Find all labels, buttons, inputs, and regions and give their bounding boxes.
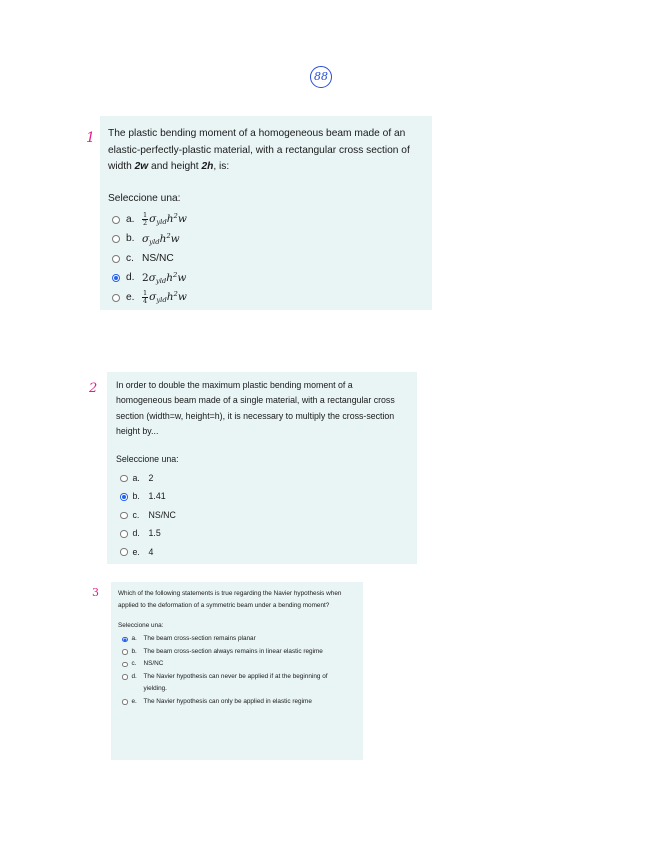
radio-button[interactable] <box>112 294 120 302</box>
radio-button-selected[interactable] <box>112 274 120 282</box>
question-text: Which of the following statements is true regarding the Navier hypothesis when applied to the deformation of a symmetric beam under a bending moment? <box>118 590 342 609</box>
answer-option-b[interactable] <box>108 230 424 250</box>
option-letter: b. <box>131 647 137 655</box>
option-letter: d. <box>131 672 137 680</box>
answer-option-e[interactable] <box>108 288 424 308</box>
option-letter: e. <box>126 291 135 303</box>
option-letter: b. <box>132 491 140 502</box>
option-letter: a. <box>131 635 137 643</box>
answer-option-e[interactable] <box>118 696 356 709</box>
radio-button[interactable] <box>120 548 128 556</box>
question-text: The plastic bending moment of a homogeneous beam made of an elastic-perfectly-plastic material, with a rectangular cross section of width 2w and height 2h, is: <box>108 128 410 172</box>
answer-option-a[interactable] <box>116 469 409 487</box>
option-formula: $\frac{1}{4}$ $\sigma_{yld}h^2w$ <box>143 289 187 305</box>
answer-option-d[interactable] <box>118 671 356 696</box>
option-letter: e. <box>132 546 140 557</box>
radio-button[interactable] <box>112 235 120 243</box>
question-text: In order to double the maximum plastic bending moment of a homogeneous beam made of a single material, with a rectangular cross section (width=w, height=h), it is necessary to multiply the cross-section height by... <box>116 380 395 436</box>
radio-button[interactable] <box>112 255 120 263</box>
question-card-1 <box>100 116 432 310</box>
option-text: NS/NC <box>143 660 164 668</box>
radio-button[interactable] <box>122 662 128 668</box>
select-one-label: Seleccione una: <box>108 192 181 204</box>
option-formula: $\sigma_{yld}h^2w$ <box>142 231 180 247</box>
option-text: 2 <box>148 473 154 484</box>
question-card-2 <box>107 372 417 564</box>
select-one-label: Seleccione una: <box>118 621 164 629</box>
radio-button-selected[interactable] <box>122 637 128 643</box>
answer-option-d[interactable] <box>116 525 409 543</box>
answer-option-a[interactable] <box>108 210 424 230</box>
option-letter: c. <box>132 509 140 520</box>
answer-option-c[interactable] <box>108 249 424 269</box>
question-number-2: 2 <box>89 381 98 396</box>
option-letter: d. <box>132 528 140 539</box>
option-letter: b. <box>126 233 135 244</box>
answer-option-e[interactable] <box>116 543 409 561</box>
option-letter: d. <box>126 272 135 283</box>
option-text: 1.5 <box>148 528 161 539</box>
radio-button[interactable] <box>122 699 128 705</box>
option-letter: a. <box>132 473 140 484</box>
option-letter: c. <box>131 660 137 668</box>
radio-button[interactable] <box>122 649 128 655</box>
option-text: The beam cross-section remains planar <box>143 635 256 643</box>
page-number-mark: 88 <box>310 66 332 88</box>
option-text: NS/NC <box>142 252 174 264</box>
option-formula: $2\sigma_{yld}h^2w$ <box>142 270 187 286</box>
question-number-3: 3 <box>92 586 99 599</box>
radio-button-selected[interactable] <box>120 493 128 501</box>
answer-option-c[interactable] <box>116 506 409 524</box>
answer-option-b[interactable] <box>116 488 409 506</box>
option-text: The Navier hypothesis can only be applied in elastic regime <box>143 697 312 705</box>
option-letter: a. <box>126 213 135 225</box>
question-card-3 <box>111 582 363 760</box>
answer-option-d[interactable] <box>108 269 424 289</box>
select-one-label: Seleccione una: <box>116 454 179 465</box>
answer-option-c[interactable] <box>118 658 356 671</box>
radio-button[interactable] <box>120 475 128 483</box>
radio-button[interactable] <box>120 512 128 520</box>
answer-option-b[interactable] <box>118 646 356 659</box>
radio-button[interactable] <box>122 674 128 680</box>
radio-button[interactable] <box>120 530 128 538</box>
question-number-1: 1 <box>86 130 95 146</box>
option-text: 4 <box>148 546 154 557</box>
radio-button[interactable] <box>112 216 120 224</box>
option-text: 1.41 <box>148 491 166 502</box>
option-formula: $\frac{1}{2}$ $\sigma_{yld}h^2w$ <box>143 211 187 227</box>
answer-option-a[interactable] <box>118 633 356 646</box>
option-text: NS/NC <box>148 509 176 520</box>
option-text: The beam cross-section always remains in linear elastic regime <box>143 647 323 655</box>
option-letter: c. <box>126 252 134 264</box>
option-letter: e. <box>131 697 137 705</box>
option-text: The Navier hypothesis can never be applied if at the beginning of yielding. <box>143 672 328 693</box>
